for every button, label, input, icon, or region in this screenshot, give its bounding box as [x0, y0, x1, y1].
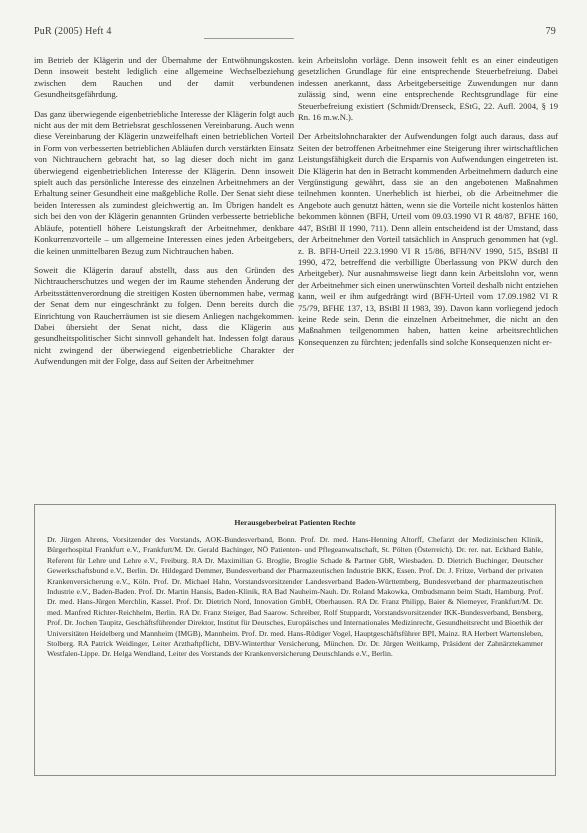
journal-issue: PuR (2005) Heft 4 — [34, 26, 112, 37]
editorial-board-title: Herausgeberbeirat Patienten Rechte — [234, 518, 356, 527]
running-header — [34, 26, 556, 40]
paragraph: kein Arbeitslohn vorläge. Denn insoweit fehlt es an einer eindeutigen gesetzlichen Grundlage für eine entsprechende Steuerbefreiung. Dabei indessen anerkannt, dass Arbeitgeberseitige Zuwendungen nur dann zulässig sind, wenn eine entsprechende Rechtsgrundlage für eine Steuerbefreiung existiert (Schmidt/Drenseck, EStG, 22. Aufl. 2004, § 19 Rn. 16 m.w.N.). — [298, 55, 558, 123]
paragraph: Das ganz überwiegende eigenbetriebliche Interesse der Klägerin folgt auch nicht aus der mit dem Betriebsrat geschlossenen Vereinbarung. Auch wenn diese Vereinbarung der Klägerin unzweifelhaft einen betrieblichen Vorteil in Form von verbesserten betrieblichen Abläufen durch verstärkten Einsatz von Nichtrauchern gebracht hat, so lag dieser doch nicht im ganz überwiegend eigenbetrieblichen Interesse der Klägerin. Denn insoweit spielt auch das persönliche Interesse des einzelnen Arbeitnehmers an der Erhaltung seiner Gesundheit eine maßgebliche Rolle. Der Senat sieht diese beiden Interessen als zumindest gleichwertig an. Im Übrigen handelt es sich bei den von der Klägerin genannten Gründen verbesserte betriebliche Abläufe, potentiell höhere Leistungskraft der Arbeitnehmer, denkbare Konkurrenzvorteile – um allgemeine Interessen eines jeden Arbeitgebers, die keinen unmittelbaren Bezug zum Nichtrauchen haben. — [34, 108, 294, 256]
left-column — [34, 55, 294, 376]
paragraph: im Betrieb der Klägerin und der Übernahme der Entwöhnungskosten. Denn insoweit besteht lediglich eine allgemeine Wechselbeziehung zwischen dem Rauchen und der damit verbundenen Gesundheitsgefährdung. — [34, 55, 294, 100]
header-rule — [204, 38, 294, 39]
page-number: 79 — [545, 26, 556, 37]
paragraph: Soweit die Klägerin darauf abstellt, dass aus den Gründen des Nichtraucherschutzes und wegen der im Raume stehenden Änderung der Arbeitsstättenverordnung die streitigen Kosten übernommen habe, vermag der Senat dem nur eingeschränkt zu folgen. Denn bereits durch die Einrichtung von Raucherräumen ist sie diesem Anliegen nachgekommen. Dabei übersieht der Senat nicht, dass die Klägerin aus gesundheitspolitischer Sicht sinnvoll gehandelt hat. Indessen folgt daraus nicht zwingend der überwiegend eigenbetriebliche Charakter der Aufwendungen mit der Folge, dass auf Seiten der Arbeitnehmer — [34, 264, 294, 367]
editorial-board-members: Dr. Jürgen Ahrens, Vorsitzender des Vorstands, AOK-Bundesverband, Bonn. Prof. Dr. med. Hans-Henning Altorff, Chefarzt der Medizinischen Klinik, Bürgerhospital Frankfurt e.V., Frankfurt/M. Dr. Gerald Bachinger, NÖ Patienten- und Pflegeanwaltschaft, St. Pölten (Österreich). Dr. rer. nat. Eckhard Bahle, Referent für Lehre und Lehre e.V., Freiburg. RA Dr. Maximilian G. Broglie, Broglie Schade & Partner GbR, Wiesbaden. D. Dietrich Buchinger, Deutscher Gewerkschaftsbund e.V., Berlin. Dr. Hildegard Demmer, Bundesverband der Pharmazeutischen Industrie BKK, Essen. Prof. Dr. J. Fritze, Verband der privaten Krankenversicherung e.V., Köln. Prof. Dr. Michael Hahn, Vorstandsvorsitzender Landesverband Baden-Württemberg, Bundesverband der pharmazeutischen Industrie e.V., Baden-Baden. Prof. Dr. Martin Hansis, Baden-Klinik, RA Bad Nauheim-Nauh. Dr. Roland Makowka, Ombudsmann beim Stadt, Hamburg. Prof. Dr. med. Hans-Jürgen Merchlin, Kassel. Prof. Dr. Dietrich Nord, Innovation GmbH, Oberhausen. RA Dr. Franz Philipp, Baier & Niemeyer, Frankfurt/M. Dr. med. Manfred Richter-Reichhelm, Berlin. RA Dr. Franz Steiger, Bad Saarow. Schreiber, Rolf Stuppardt, Vorstandsvorsitzender IKK-Bundesverband, Bensberg, Prof. Dr. Jochen Taupitz, Geschäftsführender Direktor, Institut für Deutsches, Europäisches und Internationales Medizinrecht, Gesundheitsrecht und Bioethik der Universitäten Heidelberg und Mannheim (IMGB), Mannheim. Prof. Dr. med. Hans-Rüdiger Vogel, Hauptgeschäftsführer BPI, Mainz. RA Herbert Wartensleben, Stolberg. RA Patrick Weidinger, Leiter Arzthaftpflicht, DBV-Winterthur Versicherung, München. Dr. Dr. Jürgen Weitkamp, Präsident der Zahnärztekammer Westfalen-Lippe. Dr. Helga Wendland, Leiter des Vorstands der Krankenversicherung Deutschlands e.V., Berlin. — [47, 535, 543, 659]
paragraph: Der Arbeitslohncharakter der Aufwendungen folgt auch daraus, dass auf Seiten der betroffenen Arbeitnehmer eine Steigerung ihrer wirtschaftlichen Leistungsfähigkeit durch die Ersparnis von Aufwendungen eingetreten ist. Die Klägerin hat den in Betracht kommenden Arbeitnehmern dadurch eine Vergünstigung gewährt, dass sie an den angebotenen Maßnahmen teilnehmen konnten. Unerheblich ist hierbei, ob die Arbeitnehmer die Angebote auch genutzt hätten, wenn sie die Vorteile nicht kostenlos hätten bekommen können (BFH, Urteil vom 09.03.1990 VI R 48/87, BFHE 160, 447, BStBl II 1990, 711). Denn allein entscheidend ist der Umstand, dass der Arbeitnehmer den Vorteil tatsächlich in Anspruch genommen hat (vgl. z. B. BFH-Urteil 22.3.1990 VI R 15/86, BFH/NV 1990, 515, BStBl II 1990, 472, betreffend die verbilligte Überlassung von PKW durch den Arbeitgeber). Nur ausnahmsweise liegt dann kein Arbeitslohn vor, wenn der Arbeitnehmer sich einen unerwünschten Vorteil deshalb nicht entziehen kann, weil er ihm aufgedrängt wird (BFH-Urteil vom 17.09.1982 VI R 75/79, BFHE 137, 13, BStBl II 1983, 39). Davon kann vorliegend jedoch keine Rede sein. Denn die einzelnen Arbeitnehmer, die nicht an den Maßnahmen teilgenommen haben, hatten keine arbeitsrechtlichen Konsequenzen zu fürchten; jedenfalls sind solche Konsequenzen nicht er- — [298, 131, 558, 347]
right-column — [298, 55, 558, 356]
editorial-board-box — [34, 504, 556, 776]
